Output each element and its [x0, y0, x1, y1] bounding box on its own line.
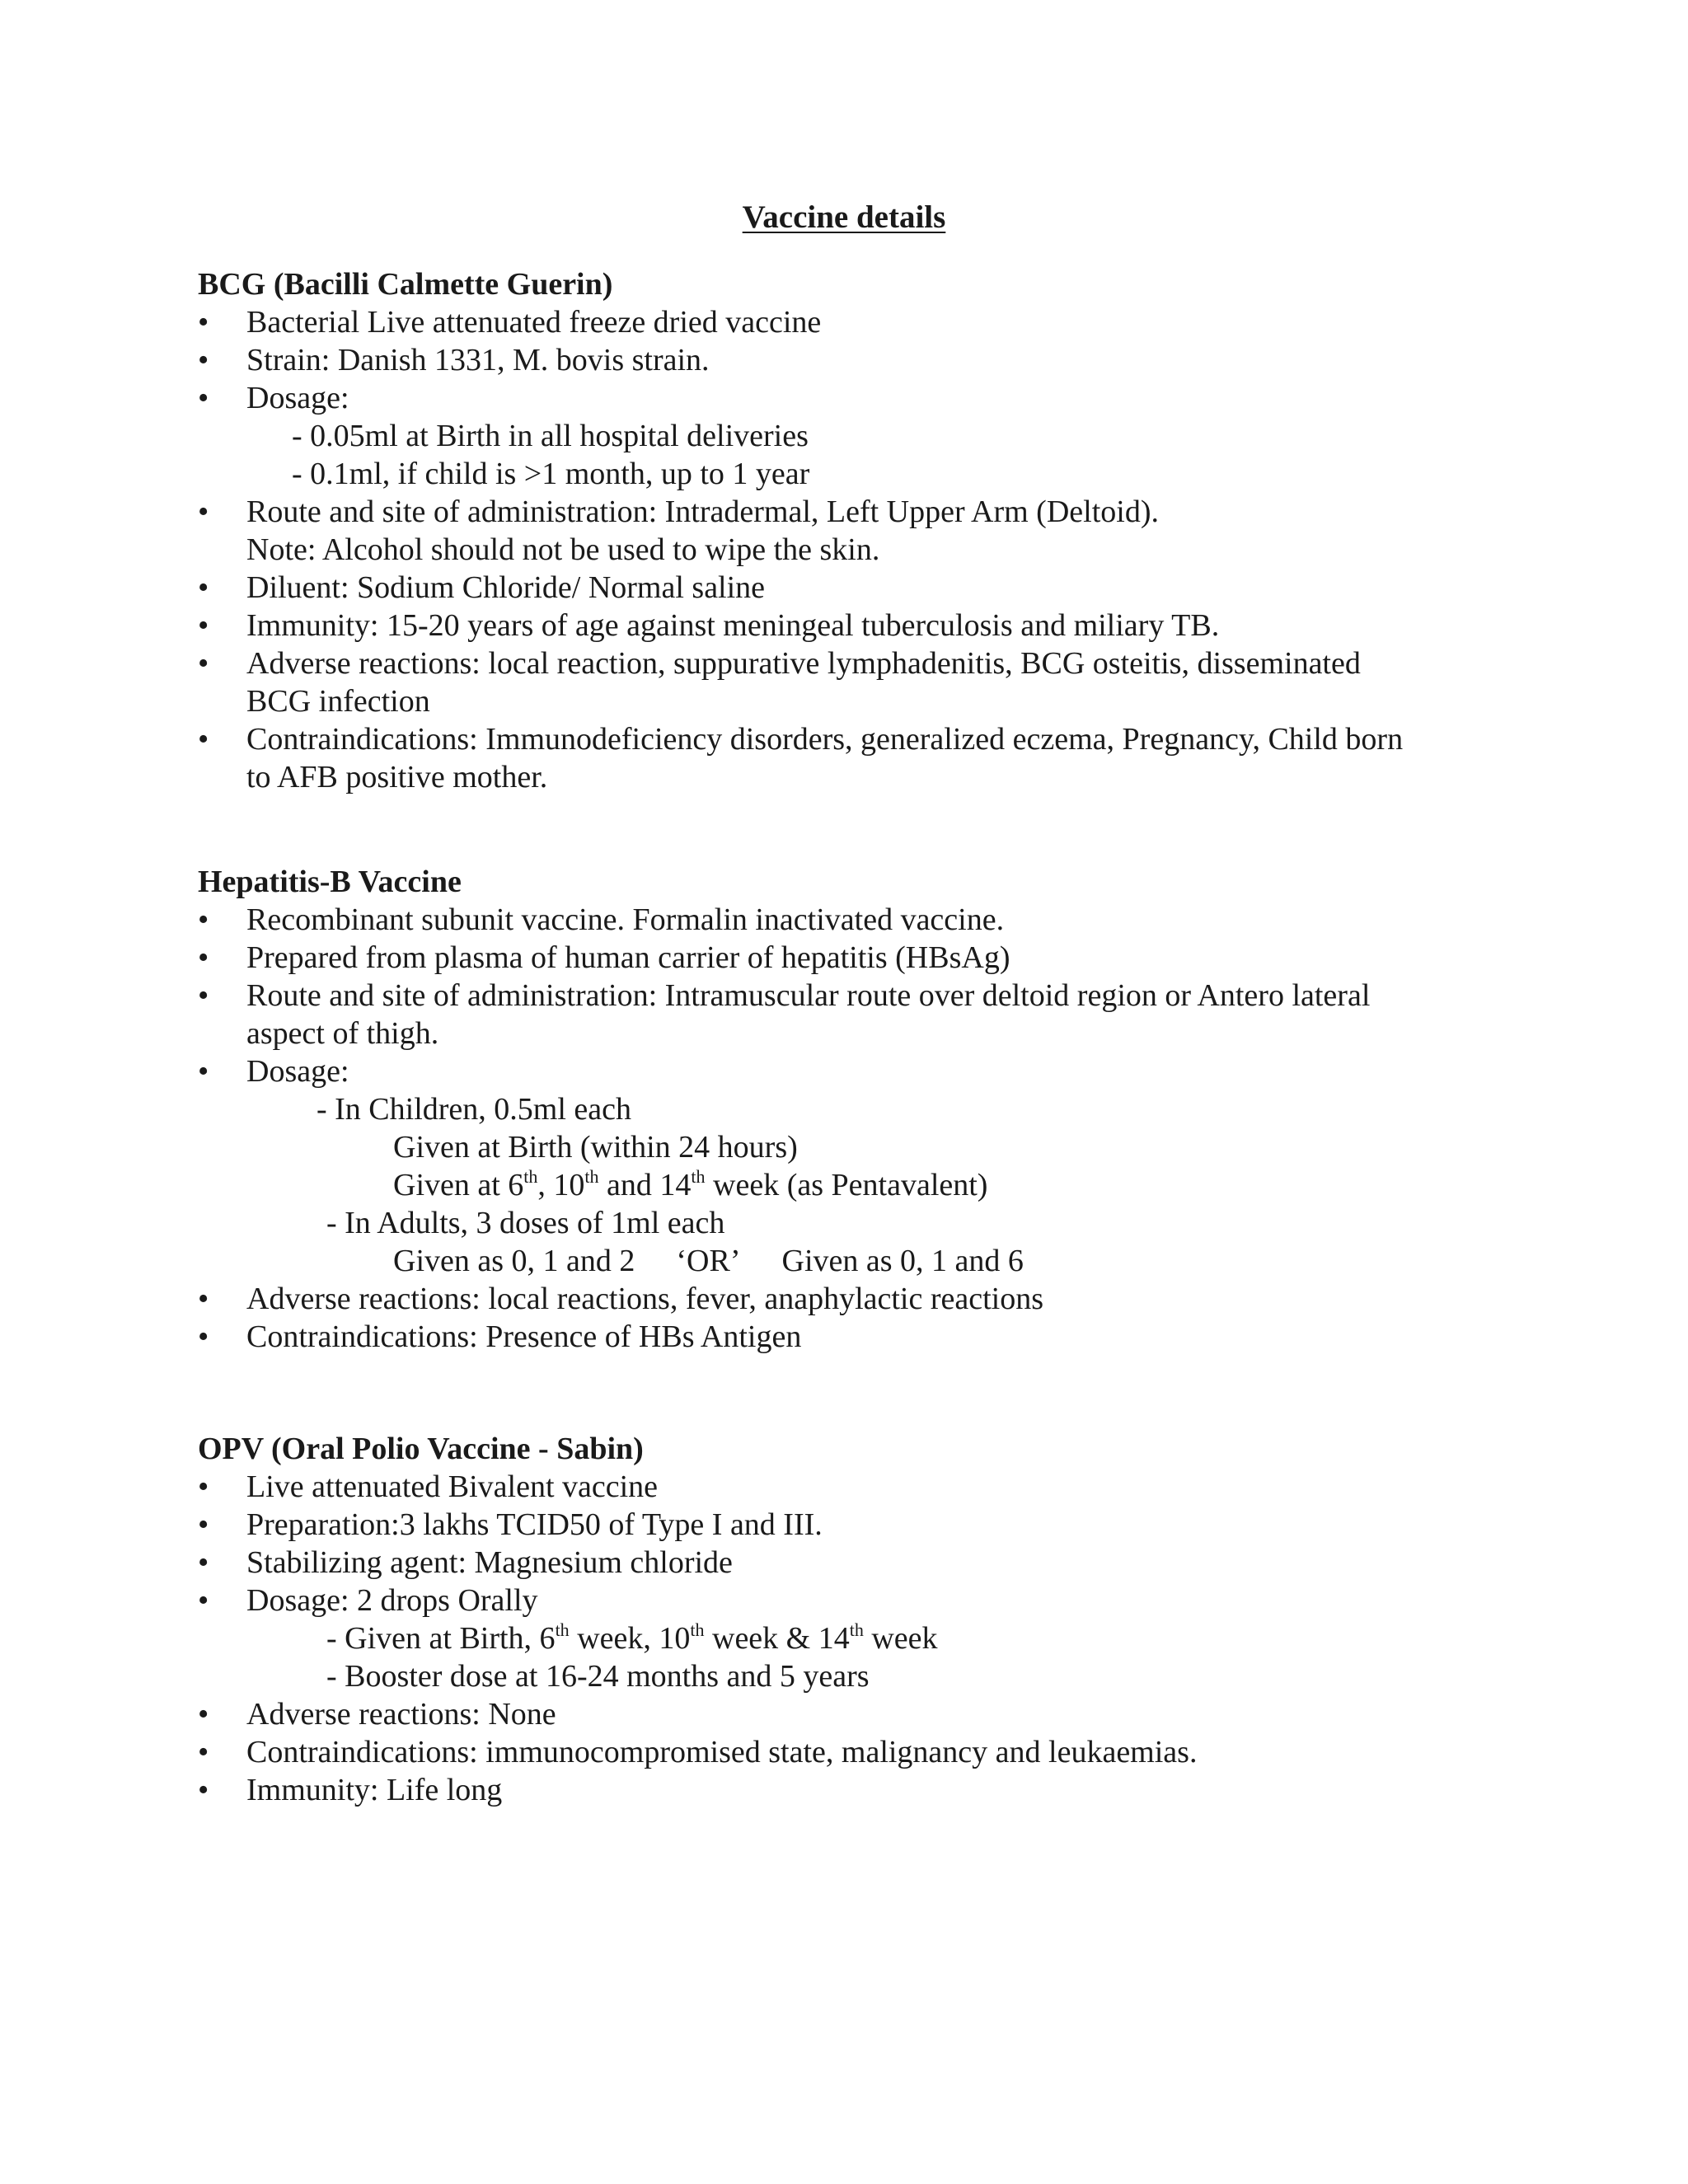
sub-item: - 0.1ml, if child is >1 month, up to 1 year: [292, 457, 810, 491]
list-item: • Bacterial Live attenuated freeze dried vaccine: [198, 303, 1533, 341]
section-heading: BCG (Bacilli Calmette Guerin): [198, 267, 613, 302]
section-hepatitis-b: [198, 863, 1533, 1356]
list-item: • Preparation:3 lakhs TCID50 of Type I and III.: [198, 1506, 1533, 1544]
list-item: • Stabilizing agent: Magnesium chloride: [198, 1544, 1533, 1582]
sub-item: Given at Birth (within 24 hours): [393, 1130, 798, 1165]
list-item: • Diluent: Sodium Chloride/ Normal saline: [198, 569, 1533, 607]
list-item: • Immunity: 15-20 years of age against meningeal tuberculosis and miliary TB.: [198, 607, 1533, 644]
list-item: • Dosage:: [198, 379, 1533, 417]
list-item: • Adverse reactions: None: [198, 1695, 1533, 1733]
section-bcg: [198, 265, 1533, 796]
sub-item: - 0.05ml at Birth in all hospital deliveries: [292, 419, 809, 453]
list-item: • Dosage: 2 drops Orally: [198, 1582, 1533, 1619]
list-item: • Adverse reactions: local reactions, fever, anaphylactic reactions: [198, 1280, 1533, 1318]
list-item: • Recombinant subunit vaccine. Formalin inactivated vaccine.: [198, 901, 1533, 939]
list-item: • Route and site of administration: Intramuscular route over deltoid region or Antero lateral aspect of thigh.: [198, 977, 1533, 1052]
list-item: • Contraindications: immunocompromised state, malignancy and leukaemias.: [198, 1733, 1533, 1771]
list-item: • Live attenuated Bivalent vaccine: [198, 1468, 1533, 1506]
sub-item: Given at 6th, 10th and 14th week (as Pentavalent): [393, 1166, 988, 1202]
sub-item: - Given at Birth, 6th week, 10th week & 14th week: [326, 1619, 938, 1656]
sub-item: - Booster dose at 16-24 months and 5 years: [326, 1659, 870, 1694]
sub-item: Given as 0, 1 and 2 ‘OR’ Given as 0, 1 and 6: [393, 1244, 1024, 1278]
list-item: • Prepared from plasma of human carrier of hepatitis (HBsAg): [198, 939, 1533, 977]
sub-item: - In Children, 0.5ml each: [316, 1092, 632, 1127]
list-item: • Route and site of administration: Intradermal, Left Upper Arm (Deltoid). Note: Alcohol should not be used to wipe the skin.: [198, 493, 1533, 569]
list-item: • Contraindications: Immunodeficiency disorders, generalized eczema, Pregnancy, Child born to AFB positive mother.: [198, 720, 1533, 796]
list-item: • Contraindications: Presence of HBs Antigen: [198, 1318, 1533, 1356]
page-title: Vaccine details: [742, 199, 946, 235]
sub-item: - In Adults, 3 doses of 1ml each: [326, 1206, 725, 1240]
section-heading: Hepatitis-B Vaccine: [198, 865, 462, 899]
section-heading: OPV (Oral Polio Vaccine - Sabin): [198, 1432, 644, 1466]
list-item: • Adverse reactions: local reaction, suppurative lymphadenitis, BCG osteitis, disseminated BCG infection: [198, 644, 1533, 720]
section-opv: [198, 1430, 1533, 1809]
list-item: • Strain: Danish 1331, M. bovis strain.: [198, 341, 1533, 379]
list-item: • Immunity: Life long: [198, 1771, 1533, 1809]
list-item: • Dosage:: [198, 1052, 1533, 1090]
